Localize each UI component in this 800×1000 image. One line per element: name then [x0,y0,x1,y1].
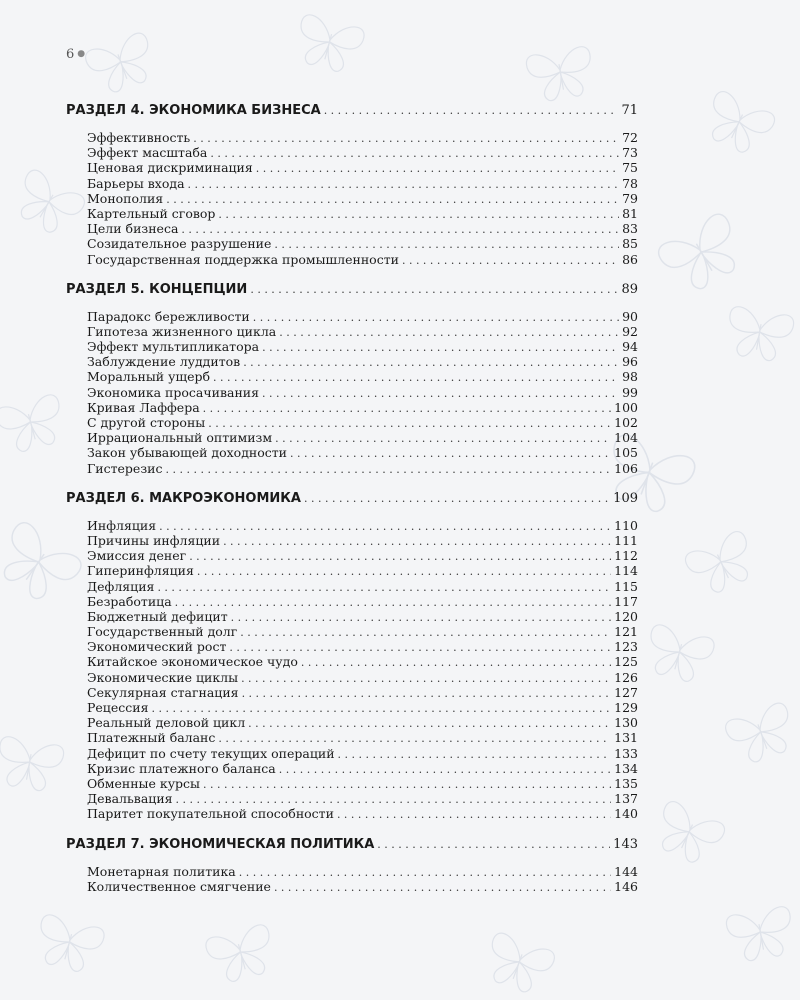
toc-entry[interactable] [87,806,638,821]
entry-title: Обменные курсы [87,775,200,791]
dot-leader [223,534,611,549]
entry-title: Рецессия [87,700,149,715]
dot-leader [189,549,611,564]
dot-leader [151,701,611,716]
toc-entry[interactable] [87,864,638,879]
entry-page-number: 100 [614,399,638,415]
entry-page-number: 111 [614,532,638,548]
toc-entry[interactable] [87,400,638,415]
toc-entry[interactable] [87,776,638,791]
entry-title: Платежный баланс [87,730,216,746]
toc-section [66,281,638,476]
entry-title: Монополия [87,190,164,206]
toc-entry[interactable] [87,654,638,669]
entry-page-number: 120 [614,608,638,624]
toc-entry[interactable] [87,415,638,430]
page-number-text: 6 [66,47,75,62]
section-entries [66,864,638,894]
section-entries [66,130,638,267]
entry-title: Ценовая дискриминация [87,160,253,176]
entry-page-number: 144 [614,863,638,879]
toc-entry[interactable] [87,445,638,460]
entry-title: Эффект масштаба [87,145,208,161]
entry-page-number: 126 [614,669,638,685]
entry-page-number: 134 [614,760,638,776]
toc-entry[interactable] [87,130,638,145]
dot-leader [197,564,611,579]
section-entries [66,309,638,476]
toc-entry[interactable] [87,354,638,369]
entry-page-number: 102 [614,415,638,430]
toc-entry[interactable] [87,670,638,685]
section-heading[interactable] [66,102,638,120]
toc-entry[interactable] [87,176,638,191]
entry-title: Дефицит по счету текущих операций [87,745,335,761]
entry-page-number: 72 [622,130,638,145]
entry-title: Бюджетный дефицит [87,608,228,624]
entry-title: Эмиссия денег [87,548,187,564]
entry-title: Инфляция [87,517,157,533]
entry-page-number: 135 [614,775,638,791]
toc-entry[interactable] [87,324,638,339]
toc-entry[interactable] [87,160,638,175]
entry-page-number: 110 [614,517,638,533]
toc-entry[interactable] [87,385,638,400]
entry-title: Паритет покупательной способности [87,806,334,822]
entry-title: Иррациональный оптимизм [87,430,273,446]
dot-leader [377,836,610,854]
toc-entry[interactable] [87,609,638,624]
dot-leader [229,640,611,655]
dot-leader [253,310,619,325]
dot-leader [218,731,611,746]
entry-page-number: 94 [622,339,638,355]
entry-title: Экономический рост [87,639,227,655]
toc-entry[interactable] [87,579,638,594]
entry-page-number: 78 [622,175,638,191]
dot-leader [279,325,619,340]
toc-entry[interactable] [87,221,638,236]
dot-leader [290,446,611,461]
entry-page-number: 79 [622,190,638,206]
entry-title: Кривая Лаффера [87,399,200,415]
dot-leader [279,762,611,777]
section-title: РАЗДЕЛ 4. ЭКОНОМИКА БИЗНЕСА [66,103,321,118]
entry-page-number: 115 [614,578,638,594]
toc-entry[interactable] [87,191,638,206]
entry-page-number: 73 [622,145,638,161]
entry-page-number: 131 [614,730,638,746]
toc-entry[interactable] [87,700,638,715]
entry-title: Государственный долг [87,624,238,640]
entry-page-number: 105 [614,445,638,461]
dot-leader [239,865,611,880]
entry-title: Барьеры входа [87,175,185,191]
entry-page-number: 114 [614,563,638,579]
toc-section [66,102,638,267]
toc-entry[interactable] [87,730,638,745]
toc-section [66,836,638,894]
entry-title: Картельный сговор [87,205,216,221]
entry-page-number: 117 [614,593,638,609]
section-title: РАЗДЕЛ 7. ЭКОНОМИЧЕСКАЯ ПОЛИТИКА [66,836,375,852]
dot-leader [324,102,619,120]
entry-page-number: 146 [614,878,638,894]
entry-page-number: 86 [622,251,638,267]
entry-title: Безработица [87,593,172,609]
entry-title: Экономические циклы [87,669,239,685]
toc-entry[interactable] [87,309,638,324]
entry-title: Эффективность [87,130,191,145]
dot-leader [218,207,619,222]
entry-title: Созидательное разрушение [87,236,272,252]
entry-title: С другой стороны [87,415,206,430]
dot-leader [193,131,619,146]
section-page-number: 89 [621,281,638,297]
entry-title: Государственная поддержка промышленности [87,251,399,267]
entry-page-number: 130 [614,715,638,731]
dot-leader [262,386,619,401]
dot-leader [210,146,619,161]
dot-leader [188,177,620,192]
dot-leader [159,519,611,534]
dot-leader [241,671,611,686]
section-page-number: 109 [613,490,638,506]
dot-leader [248,716,611,731]
toc-entry[interactable] [87,430,638,445]
dot-leader [208,416,611,431]
entry-page-number: 90 [622,308,638,324]
toc-entry[interactable] [87,594,638,609]
dot-leader [337,807,611,822]
toc-entry[interactable] [87,791,638,806]
entry-page-number: 129 [614,700,638,715]
entry-title: Китайское экономическое чудо [87,654,298,670]
dot-leader [274,237,619,252]
entry-title: Кризис платежного баланса [87,760,276,776]
section-page-number: 143 [613,836,638,852]
dot-leader [240,625,611,640]
toc-entry[interactable] [87,715,638,730]
dot-leader [157,580,611,595]
dot-leader [243,355,619,370]
entry-title: Причины инфляции [87,532,221,548]
entry-title: Количественное смягчение [87,878,271,894]
toc-entry[interactable] [87,206,638,221]
dot-leader [166,192,619,207]
entry-page-number: 81 [622,205,638,221]
entry-page-number: 83 [622,221,638,237]
entry-page-number: 133 [614,745,638,761]
toc-entry[interactable] [87,461,638,476]
toc-entry[interactable] [87,563,638,578]
entry-title: Заблуждение луддитов [87,354,241,370]
toc-entry[interactable] [87,339,638,354]
toc-entry[interactable] [87,252,638,267]
toc-entry[interactable] [87,639,638,654]
section-heading[interactable] [66,836,638,854]
dot-leader [181,222,619,237]
entry-page-number: 92 [622,323,638,339]
entry-title: Моральный ущерб [87,369,211,385]
dot-leader [301,655,611,670]
entry-page-number: 123 [614,639,638,655]
entry-page-number: 98 [622,369,638,385]
dot-leader [256,161,619,176]
toc-entry[interactable] [87,518,638,533]
entry-page-number: 99 [622,384,638,400]
section-heading[interactable] [66,490,638,508]
section-title: РАЗДЕЛ 5. КОНЦЕПЦИИ [66,281,248,297]
toc-entry[interactable] [87,685,638,700]
section-heading[interactable] [66,281,638,299]
entry-page-number: 85 [622,236,638,252]
entry-title: Реальный деловой цикл [87,715,246,731]
dot-leader [175,595,611,610]
entry-title: Цели бизнеса [87,221,179,237]
entry-page-number: 140 [614,806,638,822]
dot-leader [242,686,612,701]
dot-leader [203,777,611,792]
entry-page-number: 121 [614,624,638,640]
dot-leader [165,462,611,477]
dot-leader [213,370,619,385]
entry-title: Монетарная политика [87,863,236,879]
entry-page-number: 137 [614,791,638,807]
toc-entry[interactable] [87,624,638,639]
entry-title: Гистерезис [87,460,163,476]
toc-entry[interactable] [87,746,638,761]
entry-page-number: 125 [614,654,638,670]
dot-leader [203,401,611,416]
toc-entry[interactable] [87,145,638,160]
dot-leader [231,610,611,625]
entry-title: Закон убывающей доходности [87,445,288,461]
entry-title: Гиперинфляция [87,563,194,579]
entry-page-number: 112 [614,548,638,564]
toc-entry[interactable] [87,879,638,894]
entry-title: Секулярная стагнация [87,684,239,700]
entry-title: Парадокс бережливости [87,308,250,324]
dot-leader [250,281,618,299]
section-page-number: 71 [621,103,638,118]
entry-title: Экономика просачивания [87,384,259,400]
dot-leader [262,340,619,355]
toc-section [66,490,638,822]
dot-leader [176,792,612,807]
toc-entry[interactable] [87,761,638,776]
page-number [66,47,85,62]
entry-page-number: 106 [614,460,638,476]
entry-page-number: 104 [614,430,638,446]
dot-leader [274,880,611,895]
section-title: РАЗДЕЛ 6. МАКРОЭКОНОМИКА [66,490,301,506]
entry-page-number: 75 [622,160,638,176]
entry-title: Дефляция [87,578,155,594]
dot-leader [275,431,611,446]
section-entries [66,518,638,822]
entry-page-number: 96 [622,354,638,370]
bullet-icon: ● [77,49,86,59]
dot-leader [402,253,619,268]
entry-title: Девальвация [87,791,173,807]
entry-title: Гипотеза жизненного цикла [87,323,277,339]
entry-title: Эффект мультипликатора [87,339,260,355]
dot-leader [304,490,610,508]
table-of-contents [66,102,638,894]
toc-entry[interactable] [87,548,638,563]
toc-entry[interactable] [87,533,638,548]
toc-entry[interactable] [87,236,638,251]
toc-entry[interactable] [87,369,638,384]
entry-page-number: 127 [614,684,638,700]
dot-leader [338,747,612,762]
